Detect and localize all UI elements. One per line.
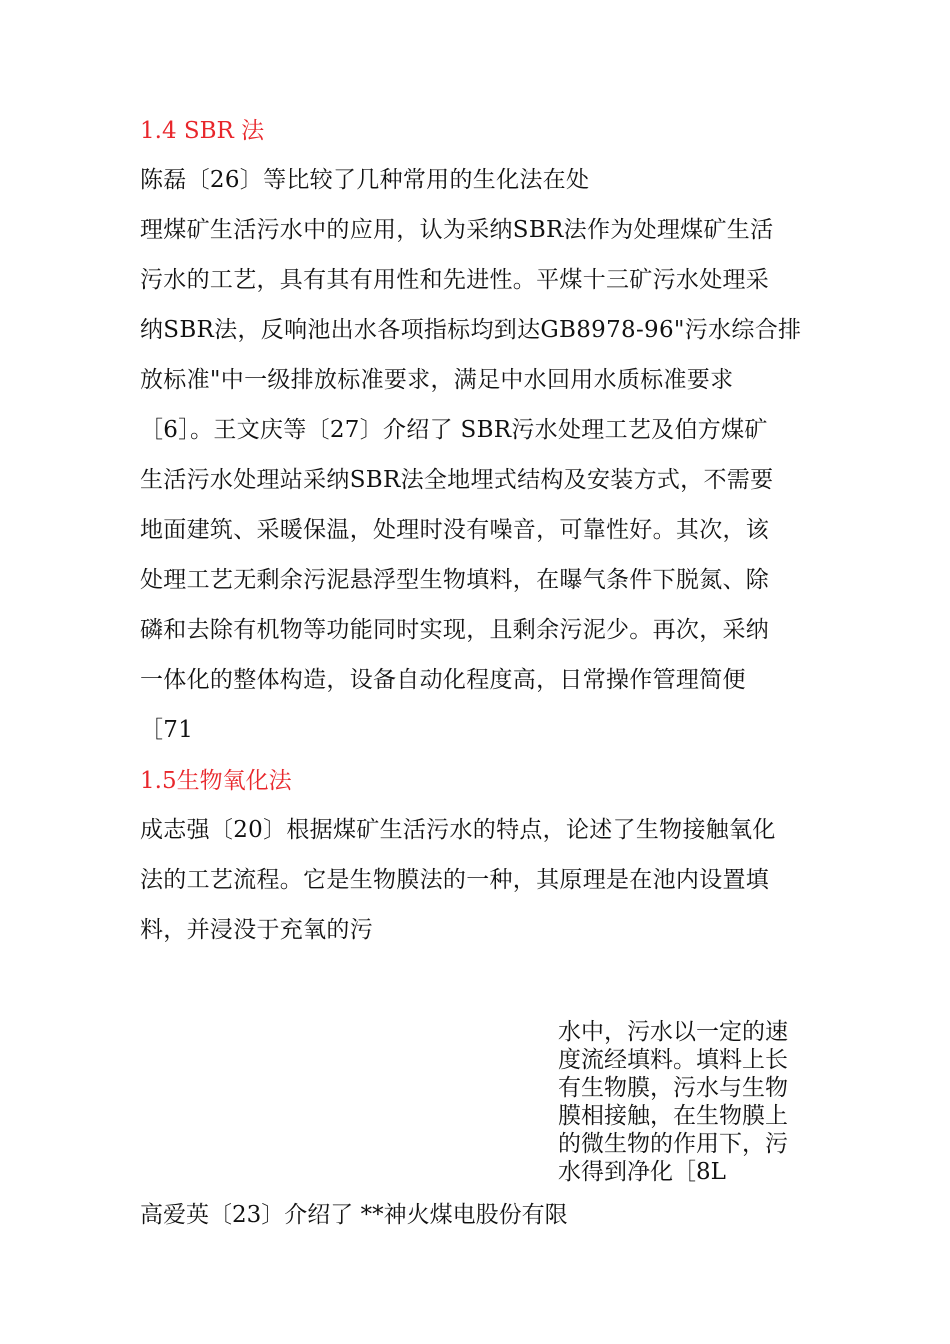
side-line: 膜相接触，在生物膜上 [558, 1103, 788, 1129]
paragraph-line: 纳SBR法，反响池出水各项指标均到达GB8978-96"污水综合排 [140, 317, 802, 343]
paragraph-line: 一体化的整体构造，设备自动化程度高，日常操作管理简便 [140, 667, 746, 693]
paragraph-line: 成志强〔20〕根据煤矿生活污水的特点，论述了生物接触氧化 [140, 817, 776, 843]
paragraph-line: 放标准"中一级排放标准要求，满足中水回用水质标准要求 [140, 367, 734, 393]
paragraph-line: 处理工艺无剩余污泥悬浮型生物填料，在曝气条件下脱氮、除 [140, 567, 770, 593]
paragraph-line: 污水的工艺，具有其有用性和先进性。平煤十三矿污水处理采 [140, 267, 770, 293]
paragraph-line: 生活污水处理站采纳SBR法全地埋式结构及安装方式，不需要 [140, 467, 774, 493]
section-heading-1-5: 1.5生物氧化法 [140, 768, 292, 794]
paragraph-line: 地面建筑、采暖保温，处理时没有噪音，可靠性好。其次，该 [140, 517, 770, 543]
side-text-block [558, 1018, 808, 1186]
side-line: 水中，污水以一定的速 [558, 1019, 788, 1045]
last-line: 高爱英〔23〕介绍了 **神火煤电股份有限 [140, 1202, 568, 1228]
paragraph-sbr [140, 155, 810, 755]
side-line: 水得到净化［8L [558, 1159, 726, 1185]
section-heading-1-4: 1.4 SBR 法 [140, 118, 265, 144]
paragraph-line: 陈磊〔26〕等比较了几种常用的生化法在处 [140, 167, 590, 193]
side-line: 有生物膜，污水与生物 [558, 1075, 788, 1101]
paragraph-line: ［71 [140, 717, 194, 743]
paragraph-line: ［6］。王文庆等〔27〕介绍了 SBR污水处理工艺及伯方煤矿 [140, 417, 768, 443]
paragraph-bio-oxidation [140, 805, 810, 955]
paragraph-line: 法的工艺流程。它是生物膜法的一种，其原理是在池内设置填 [140, 867, 770, 893]
paragraph-line: 磷和去除有机物等功能同时实现，且剩余污泥少。再次，采纳 [140, 617, 770, 643]
paragraph-line: 料，并浸没于充氧的污 [140, 917, 373, 943]
side-line: 度流经填料。填料上长 [558, 1047, 788, 1073]
side-line: 的微生物的作用下，污 [558, 1131, 788, 1157]
paragraph-line: 理煤矿生活污水中的应用，认为采纳SBR法作为处理煤矿生活 [140, 217, 774, 243]
